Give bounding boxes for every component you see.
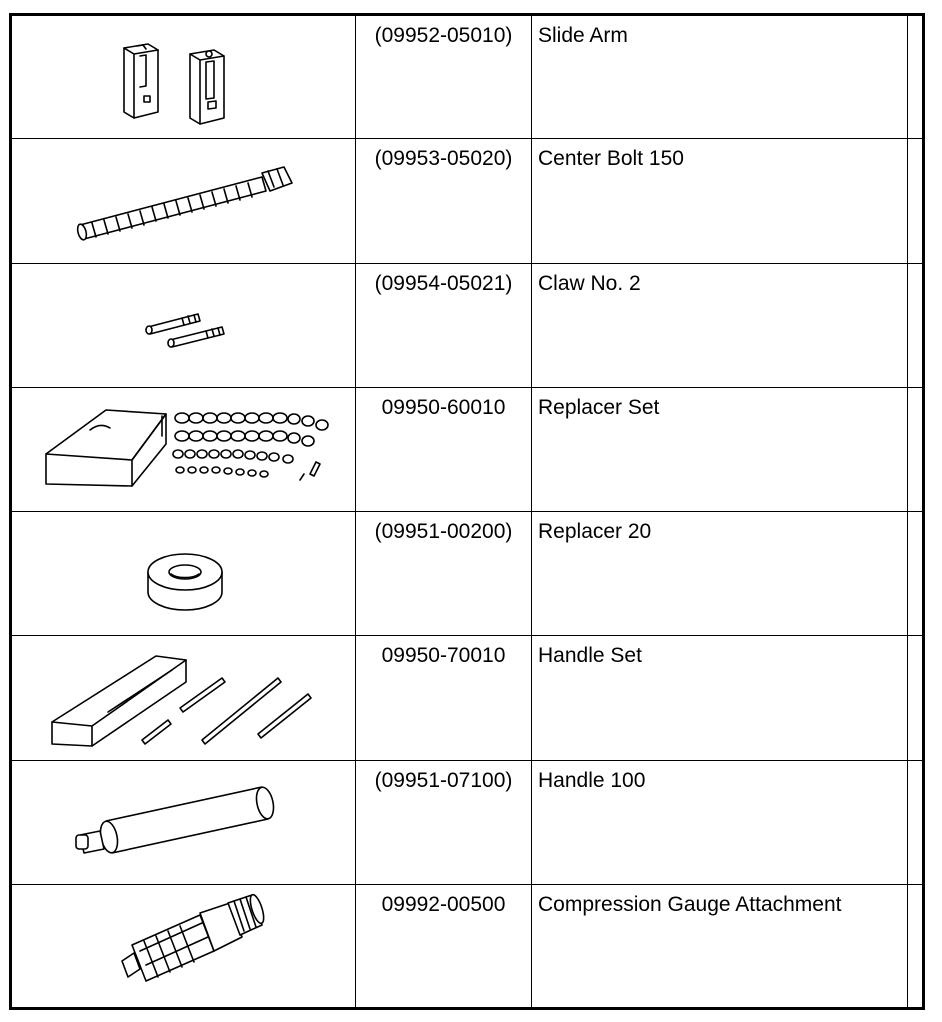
part-number: (09954-05021) — [356, 263, 532, 387]
tool-name: Center Bolt 150 — [532, 139, 908, 263]
center-bolt-icon — [12, 139, 357, 263]
table-row — [11, 512, 924, 636]
note-cell — [908, 636, 924, 760]
note-cell — [908, 884, 924, 1008]
part-number: (09951-07100) — [356, 760, 532, 884]
claw-icon — [12, 264, 357, 388]
compression-gauge-attachment-icon — [12, 885, 357, 1009]
table-row — [11, 760, 924, 884]
tool-illustration-cell — [11, 884, 356, 1008]
table-row — [11, 387, 924, 511]
tool-name: Replacer Set — [532, 387, 908, 511]
tool-name: Compression Gauge Attachment — [532, 884, 908, 1008]
note-cell — [908, 15, 924, 139]
note-cell — [908, 387, 924, 511]
tool-illustration-cell — [11, 760, 356, 884]
special-tools-table — [9, 13, 925, 1010]
table-row — [11, 15, 924, 139]
table-row — [11, 263, 924, 387]
tool-illustration-cell — [11, 512, 356, 636]
note-cell — [908, 760, 924, 884]
tool-name: Handle 100 — [532, 760, 908, 884]
tool-name: Replacer 20 — [532, 512, 908, 636]
note-cell — [908, 263, 924, 387]
table-row — [11, 636, 924, 760]
replacer-20-icon — [12, 512, 357, 636]
note-cell — [908, 512, 924, 636]
part-number: (09952-05010) — [356, 15, 532, 139]
tool-name: Slide Arm — [532, 15, 908, 139]
note-cell — [908, 139, 924, 263]
slide-arm-icon — [12, 16, 357, 140]
tool-name: Claw No. 2 — [532, 263, 908, 387]
handle-set-icon — [12, 636, 357, 760]
part-number: 09950-70010 — [356, 636, 532, 760]
part-number: (09951-00200) — [356, 512, 532, 636]
tool-illustration-cell — [11, 15, 356, 139]
tool-name: Handle Set — [532, 636, 908, 760]
tool-illustration-cell — [11, 636, 356, 760]
part-number: (09953-05020) — [356, 139, 532, 263]
table-row — [11, 139, 924, 263]
handle-100-icon — [12, 761, 357, 885]
part-number: 09992-00500 — [356, 884, 532, 1008]
tool-illustration-cell — [11, 263, 356, 387]
table-row — [11, 884, 924, 1008]
tool-illustration-cell — [11, 387, 356, 511]
tool-illustration-cell — [11, 139, 356, 263]
replacer-set-icon — [12, 388, 357, 512]
part-number: 09950-60010 — [356, 387, 532, 511]
